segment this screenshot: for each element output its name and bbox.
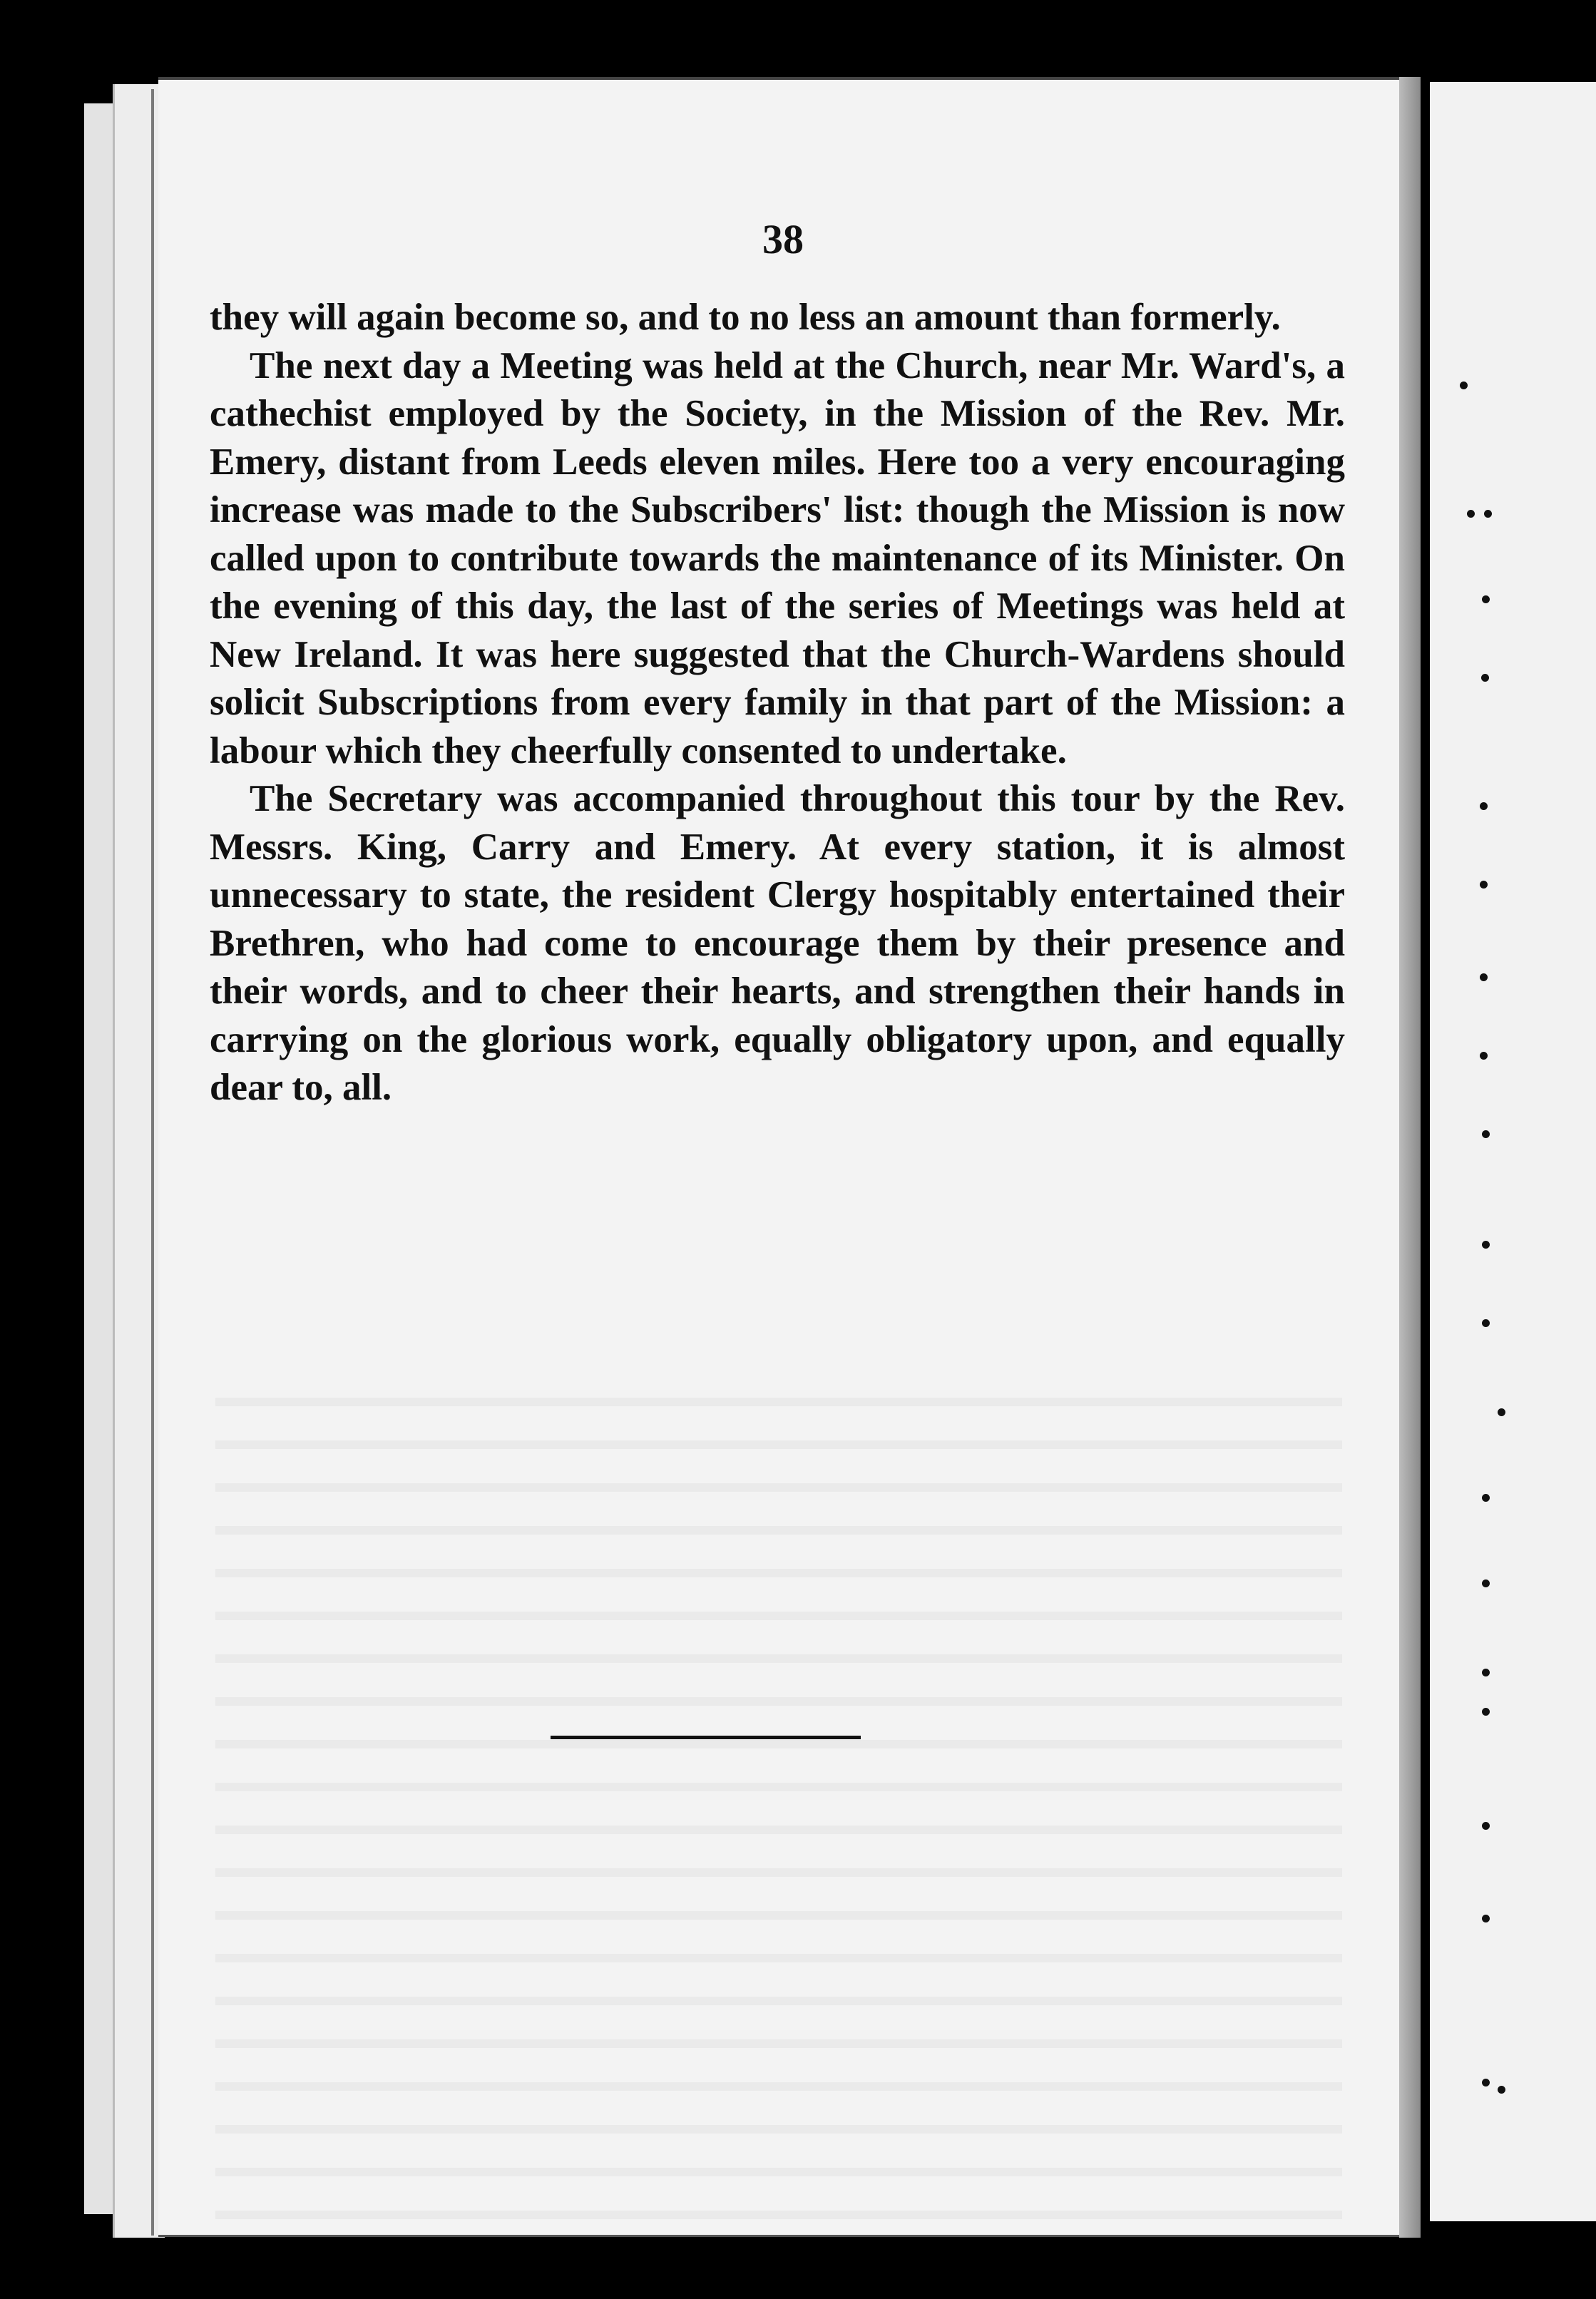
paragraph: The next day a Meeting was held at the Church, near Mr. Ward's, a cathechist employed by the Society, in the Mission of the Rev. Mr. Emery, distant from Leeds eleven miles. Here too a very encouraging increase was made to the Subscribers' list: though the Mission is now called upon to contribute towards the maintenance of its Minister. On the evening of this day, the last of the series of Meetings was held at New Ireland. It was here suggested that the Church-Wardens should solicit Subscriptions from every family in that part of the Mission: a labour which they cheerfully consented to undertake. <box>210 344 1345 772</box>
ink-speck <box>1482 1130 1490 1138</box>
ink-speck <box>1467 510 1475 518</box>
ink-speck <box>1481 674 1489 682</box>
page-gutter-shadow <box>1399 77 1421 2238</box>
ink-speck <box>1498 2086 1505 2094</box>
ink-speck <box>1484 510 1492 518</box>
ink-speck <box>1498 1408 1505 1416</box>
ink-speck <box>1480 802 1488 810</box>
section-rule <box>551 1736 861 1739</box>
ink-speck <box>1482 1708 1490 1716</box>
adjacent-page <box>1430 82 1596 2221</box>
ink-speck <box>1480 881 1488 889</box>
paragraph: they will again become so, and to no less an amount than formerly. <box>210 297 1281 338</box>
page-number: 38 <box>762 216 804 262</box>
paragraph: The Secretary was accompanied throughout this tour by the Rev. Messrs. King, Carry and Emery. At every station, it is almost unnecessary to state, the resident Clergy hospitably entertained their Brethren, who had come to encourage them by their presence and their words, and to cheer their hearts, and strengthen their hands in carrying on the glorious work, equally obligatory upon, and equally dear to, all. <box>210 778 1345 1108</box>
bleed-through-text <box>215 1363 1342 2290</box>
ink-speck <box>1460 382 1468 389</box>
ink-speck <box>1482 1579 1490 1587</box>
book-page <box>158 77 1408 2237</box>
ink-speck <box>1482 1915 1490 1922</box>
ink-speck <box>1482 1822 1490 1830</box>
page-edge <box>84 103 114 2214</box>
ink-speck <box>1482 1241 1490 1249</box>
ink-speck <box>1482 2079 1490 2086</box>
ink-speck <box>1482 1319 1490 1327</box>
page-text <box>210 294 1345 1112</box>
ink-speck <box>1482 1669 1490 1676</box>
ink-speck <box>1482 1494 1490 1502</box>
ink-speck <box>1480 1052 1488 1060</box>
page-edge <box>113 84 165 2238</box>
ink-speck <box>1480 973 1488 981</box>
ink-speck <box>1482 595 1490 603</box>
binding-line <box>151 89 154 2236</box>
